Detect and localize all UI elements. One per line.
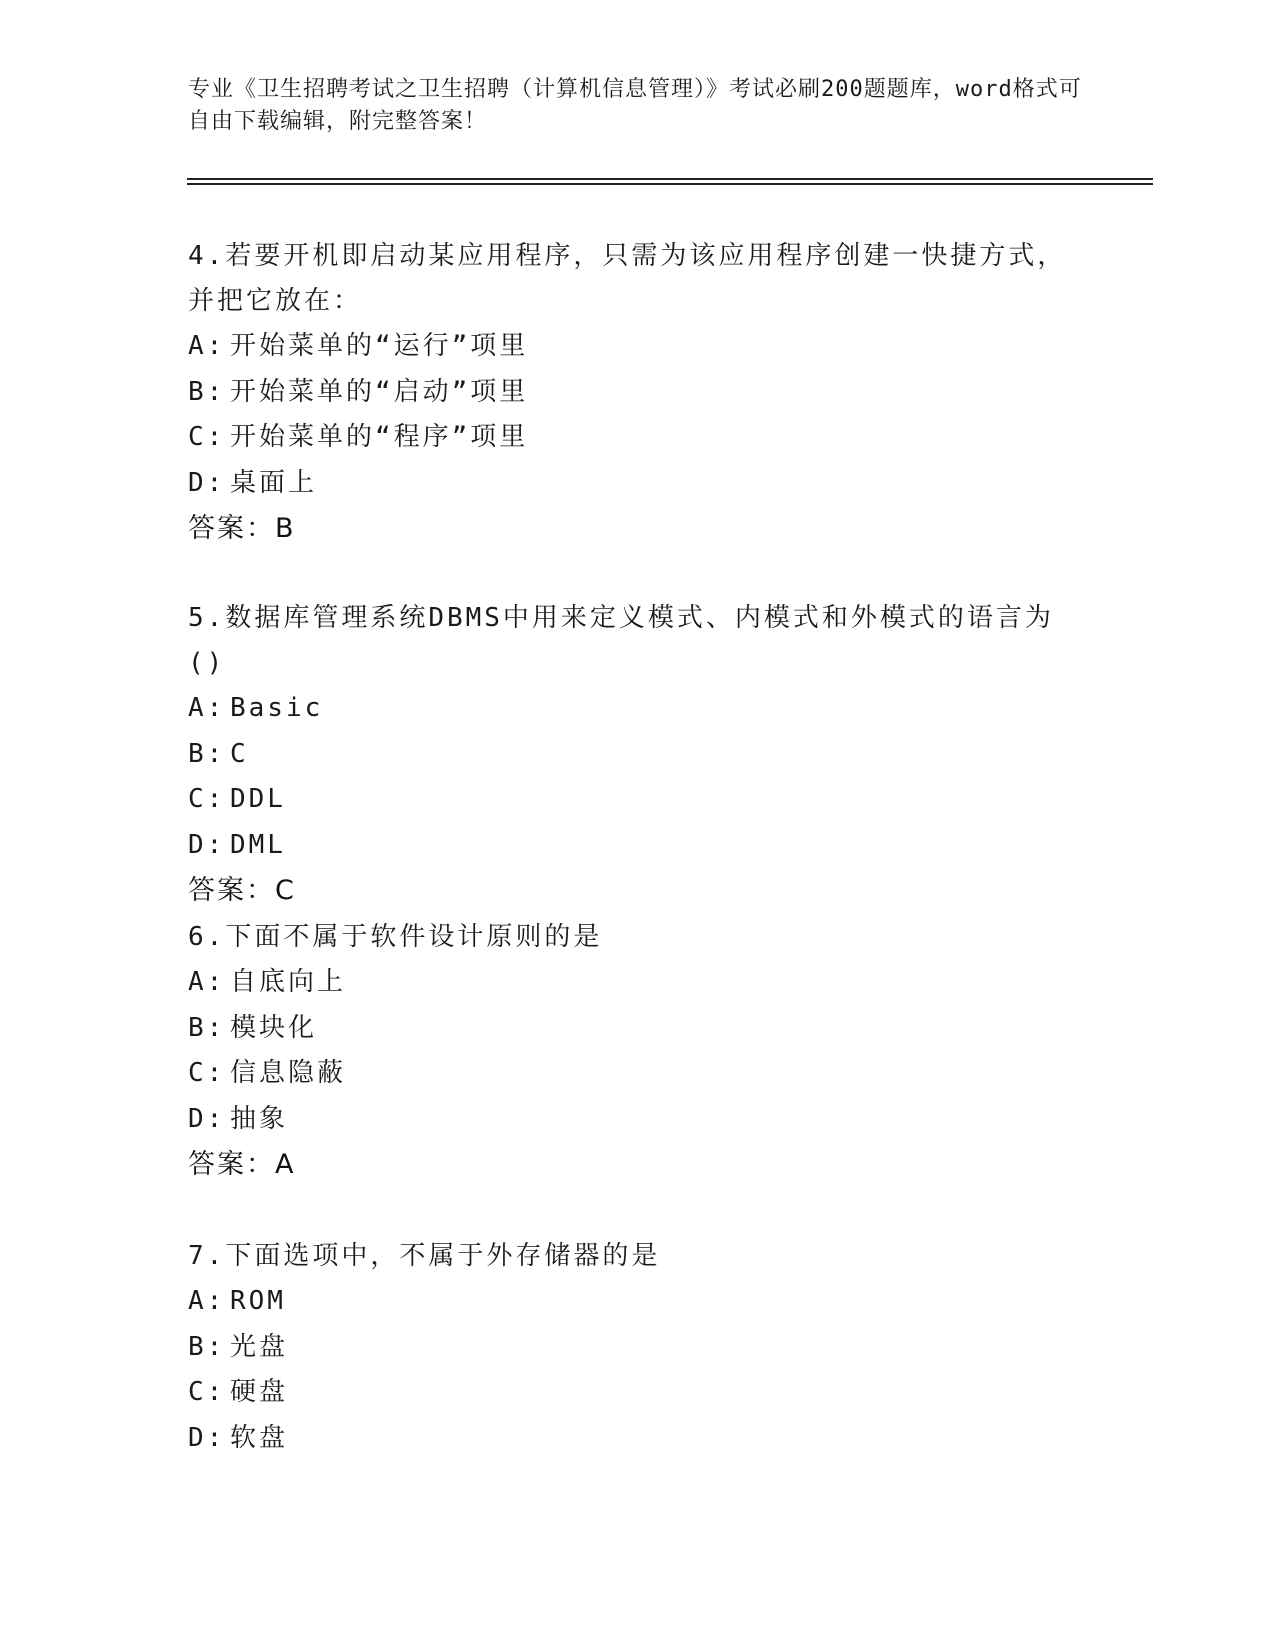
option-text: DDL xyxy=(230,784,286,815)
option-letter: A: xyxy=(188,967,226,997)
option-d xyxy=(188,1416,1088,1462)
option-text: 开始菜单的“启动”项里 xyxy=(230,376,529,407)
option-text: 硬盘 xyxy=(230,1377,289,1408)
question-number: 7. xyxy=(188,1241,226,1271)
option-letter: B: xyxy=(188,376,226,407)
question-6 xyxy=(188,915,1088,1188)
option-a xyxy=(188,1279,1088,1325)
option-letter: C: xyxy=(188,422,226,453)
question-7 xyxy=(188,1234,1088,1461)
option-a xyxy=(188,324,1088,370)
question-stem: 下面不属于软件设计原则的是 xyxy=(225,922,603,952)
option-text: ROM xyxy=(230,1286,286,1316)
option-d xyxy=(188,461,1088,507)
option-letter: D: xyxy=(188,467,226,498)
header-divider-bottom xyxy=(187,183,1153,185)
question-text xyxy=(188,596,1088,686)
option-text: 桌面上 xyxy=(230,467,318,498)
option-text: Basic xyxy=(230,693,324,723)
option-d xyxy=(188,1097,1088,1143)
question-text xyxy=(188,234,1088,324)
option-text: 软盘 xyxy=(230,1422,289,1453)
option-letter: D: xyxy=(188,1422,226,1453)
option-letter: C: xyxy=(188,784,226,815)
option-text: C xyxy=(230,738,249,769)
option-c xyxy=(188,1370,1088,1416)
option-text: 开始菜单的“程序”项里 xyxy=(230,422,529,453)
document-header: 专业《卫生招聘考试之卫生招聘（计算机信息管理）》考试必刷200题题库，word格式可自由下载编辑，附完整答案！ xyxy=(188,77,1082,134)
option-b xyxy=(188,370,1088,416)
question-number: 4. xyxy=(188,241,226,271)
option-a xyxy=(188,960,1088,1006)
option-letter: B: xyxy=(188,1331,226,1362)
answer-label: 答案：B xyxy=(188,513,296,545)
option-b xyxy=(188,1325,1088,1371)
question-number: 5. xyxy=(188,603,226,633)
option-letter: D: xyxy=(188,829,226,860)
option-text: 自底向上 xyxy=(230,967,347,997)
question-text xyxy=(188,1234,1088,1279)
option-d xyxy=(188,823,1088,869)
answer-label: 答案：C xyxy=(188,875,296,907)
question-5 xyxy=(188,596,1088,914)
option-letter: D: xyxy=(188,1103,226,1134)
option-text: 模块化 xyxy=(230,1012,318,1043)
answer-label: 答案：A xyxy=(188,1149,296,1181)
question-stem: 若要开机即启动某应用程序，只需为该应用程序创建一快捷方式，并把它放在： xyxy=(188,241,1067,316)
question-stem: 下面选项中，不属于外存储器的是 xyxy=(225,1241,661,1271)
option-letter: A: xyxy=(188,693,226,723)
option-a xyxy=(188,686,1088,732)
option-text: 光盘 xyxy=(230,1331,289,1362)
option-letter: B: xyxy=(188,1012,226,1043)
question-4 xyxy=(188,234,1088,552)
header-divider-top xyxy=(187,178,1153,180)
option-b xyxy=(188,732,1088,778)
question-text xyxy=(188,915,1088,960)
option-letter: C: xyxy=(188,1377,226,1408)
question-number: 6. xyxy=(188,922,226,952)
option-letter: B: xyxy=(188,738,226,769)
option-text: 开始菜单的“运行”项里 xyxy=(230,331,529,361)
option-text: DML xyxy=(230,829,286,860)
option-c xyxy=(188,415,1088,461)
option-text: 抽象 xyxy=(230,1103,289,1134)
question-stem: 数据库管理系统DBMS中用来定义模式、内模式和外模式的语言为() xyxy=(188,603,1054,678)
option-c xyxy=(188,777,1088,823)
option-letter: C: xyxy=(188,1058,226,1089)
option-b xyxy=(188,1006,1088,1052)
option-letter: A: xyxy=(188,1286,226,1316)
option-c xyxy=(188,1051,1088,1097)
option-letter: A: xyxy=(188,331,226,361)
option-text: 信息隐蔽 xyxy=(230,1058,347,1089)
